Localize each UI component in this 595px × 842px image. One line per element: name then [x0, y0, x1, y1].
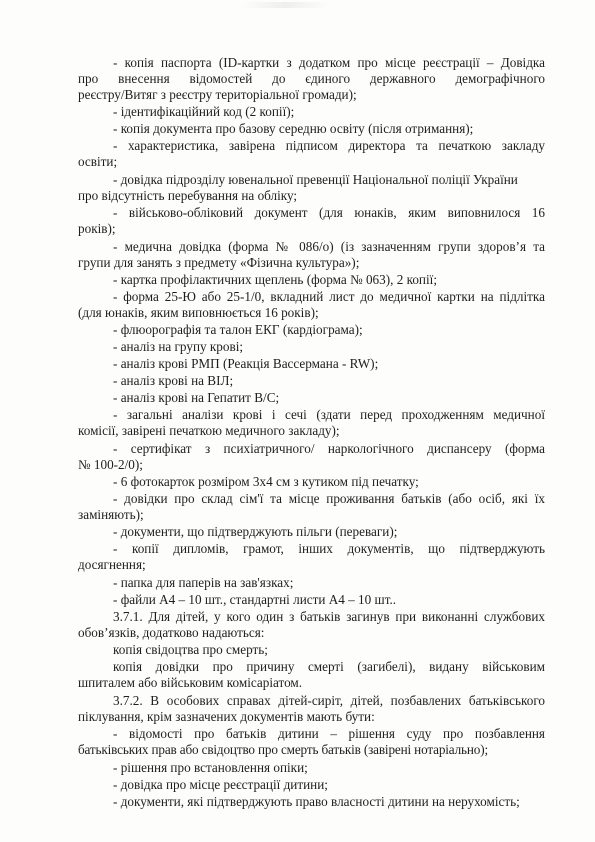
text-line: - довідка підрозділу ювенальної превенції Національної поліції України: [113, 172, 518, 187]
text-line: шпиталем або військовим комісаріатом.: [78, 675, 303, 690]
text-line: - відомості про батьків дитини – рішення суду про позбавлення: [113, 726, 545, 741]
text-line: - довідка про місце реєстрації дитини;: [113, 777, 328, 792]
text-line: - військово-обліковий документ (для юнаків, яким виповнилося 16: [113, 205, 545, 220]
text-line: - характеристика, завірена підписом директора та печаткою закладу: [113, 138, 545, 153]
text-line: - флюорографія та талон ЕКГ (кардіограма);: [113, 322, 363, 337]
text-line: групи для занять з предмету «Фізична культура»);: [78, 255, 360, 270]
text-line: - копія паспорта (ID-картки з додатком про місце реєстрації – Довідка: [113, 55, 545, 70]
text-line: освіти;: [78, 154, 118, 169]
text-line: комісії, завірені печаткою медичного закладу);: [78, 423, 340, 438]
text-line: - медична довідка (форма № 086/о) (із зазначенням групи здоров’я та: [113, 239, 545, 254]
text-line: - форма 25-Ю або 25-1/0, вкладний лист до медичної картки на підлітка: [113, 289, 545, 304]
text-line: (для юнаків, яким виповнюється 16 років);: [78, 305, 319, 320]
text-line: реєстру/Витяг з реєстру територіальної громади);: [78, 87, 357, 102]
text-line: заміняють);: [78, 507, 144, 522]
text-line: - аналіз крові на Гепатит В/С;: [113, 390, 280, 405]
text-line: - картка профілактичних щеплень (форма № 063), 2 копії;: [113, 272, 437, 287]
text-line: копія свідоцтва про смерть;: [113, 642, 268, 657]
text-line: - рішення про встановлення опіки;: [113, 760, 308, 775]
text-line: - 6 фотокарток розміром 3х4 см з кутиком під печатку;: [113, 474, 419, 489]
text-line: 3.7.1. Для дітей, у кого один з батьків загинув при виконанні службових: [113, 609, 545, 624]
text-line: - загальні аналізи крові і сечі (здати перед проходженням медичної: [113, 407, 545, 422]
text-line: про відсутність перебування на обліку;: [78, 188, 298, 203]
scan-artifact: [240, 2, 330, 8]
text-line: - документи, що підтверджують пільги (переваги);: [113, 524, 398, 539]
text-line: № 100-2/0);: [78, 457, 143, 472]
text-line: - ідентифікаційний код (2 копії);: [113, 104, 295, 119]
text-line: - документи, які підтверджують право власності дитини на нерухомість;: [113, 794, 520, 809]
text-line: - аналіз крові РМП (Реакція Вассермана - RW);: [113, 356, 379, 371]
text-line: батьківських прав або свідоцтво про смерть батьків (завірені нотаріально);: [78, 742, 488, 757]
text-line: - довідки про склад сім'ї та місце проживання батьків (або осіб, які їх: [113, 491, 545, 506]
text-line: - файли А4 – 10 шт., стандартні листи А4 – 10 шт..: [113, 592, 397, 607]
text-line: років);: [78, 221, 116, 236]
text-line: - аналіз крові на ВІЛ;: [113, 373, 234, 388]
text-line: - сертифікат з психіатричного/ наркологічного диспансеру (форма: [113, 441, 545, 456]
text-line: - аналіз на групу крові;: [113, 339, 244, 354]
text-line: досягнення;: [78, 557, 146, 572]
text-line: - копія документа про базову середню освіту (після отримання);: [113, 121, 474, 136]
text-line: обов’язків, додатково надаються:: [78, 625, 265, 640]
text-line: піклування, крім зазначених документів мають бути:: [78, 709, 375, 724]
text-line: копія довідки про причину смерті (загибелі), видану військовим: [113, 659, 545, 674]
text-line: - папка для паперів на зав'язках;: [113, 575, 294, 590]
text-line: - копії дипломів, грамот, інших документів, що підтверджують: [113, 541, 545, 556]
text-line: 3.7.2. В особових справах дітей-сиріт, дітей, позбавлених батьківського: [113, 693, 545, 708]
text-line: про внесення відомостей до єдиного державного демографічного: [78, 71, 545, 86]
